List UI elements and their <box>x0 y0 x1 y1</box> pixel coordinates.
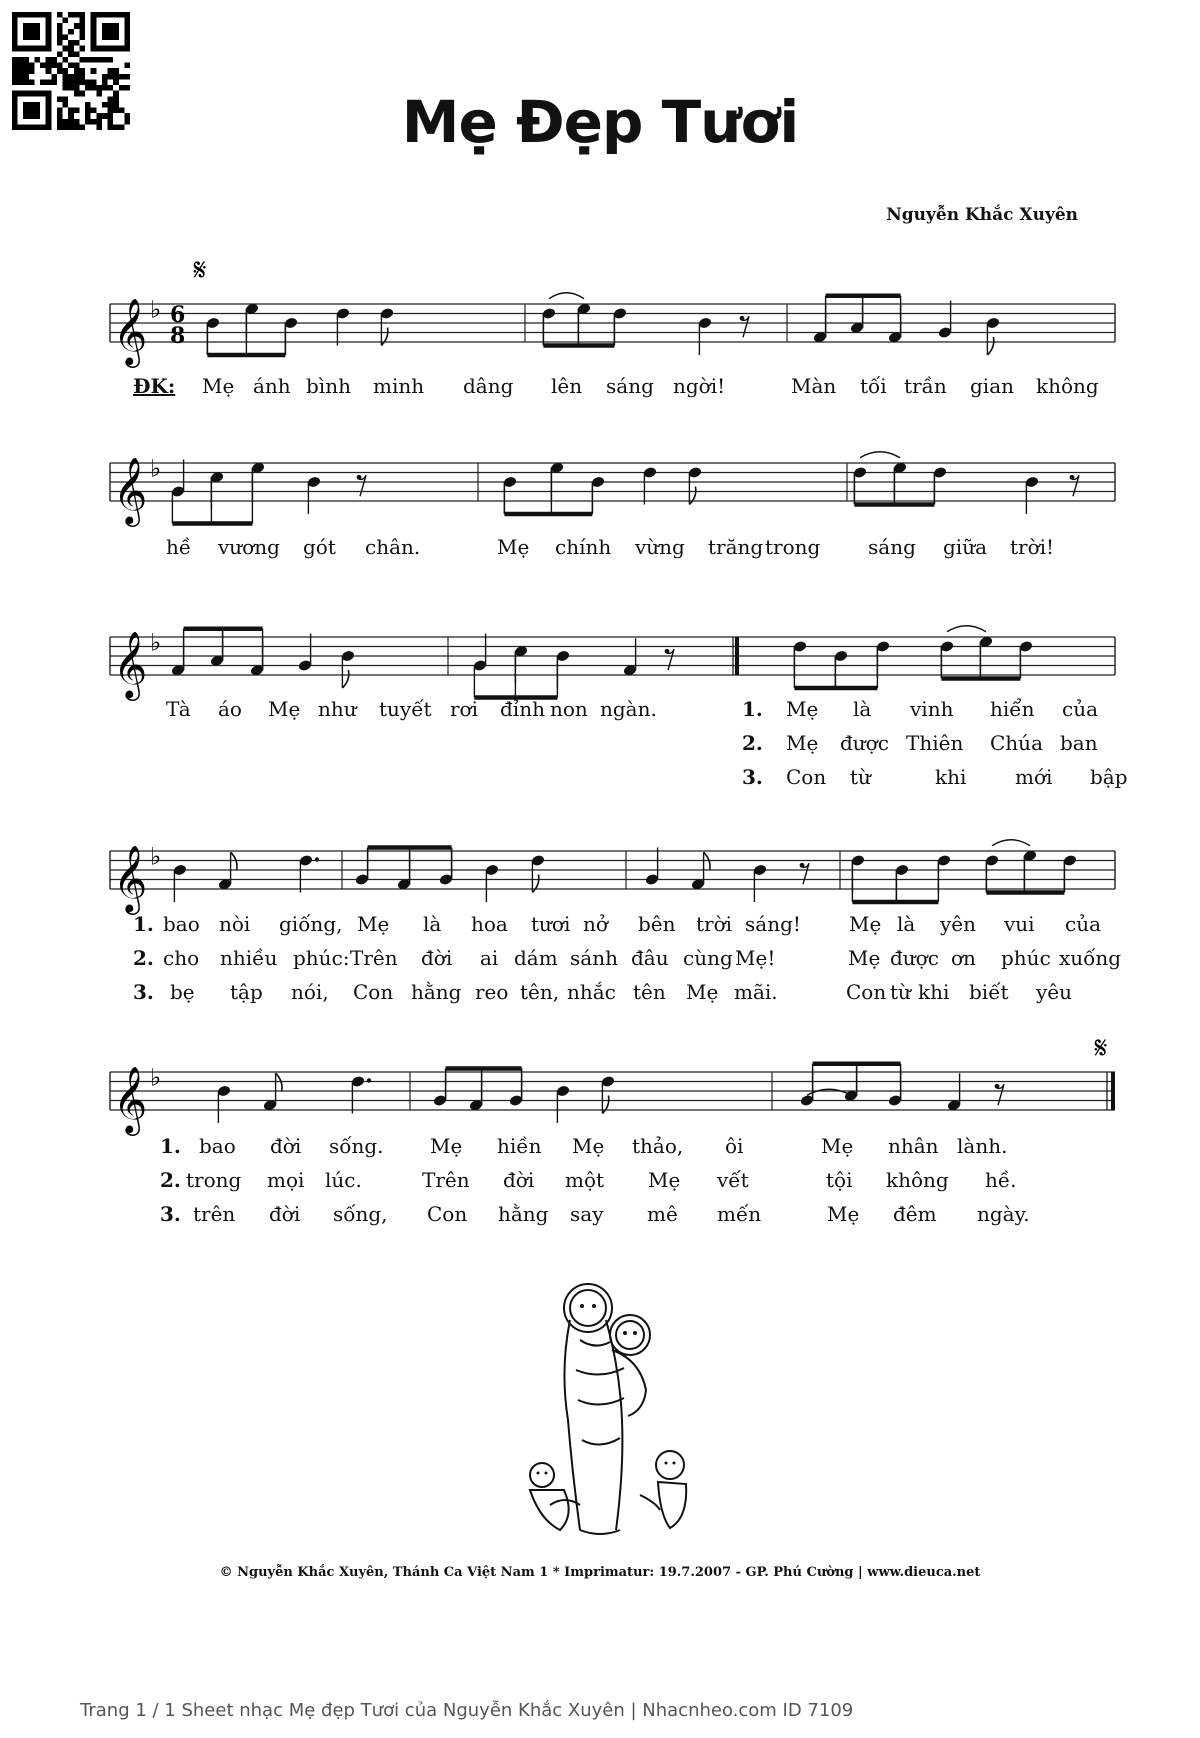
lyric-syllable: Mẹ! <box>735 946 776 970</box>
lyric-syllable: đời <box>270 1134 302 1158</box>
lyric-syllable: trong <box>765 535 821 559</box>
lyric-syllable: chính <box>555 535 612 559</box>
lyric-syllable: Tà <box>166 697 191 721</box>
lyric-syllable: trăng <box>708 535 764 559</box>
lyric-syllable: 1. <box>742 697 763 721</box>
composer-name: Nguyễn Khắc Xuyên <box>886 205 1078 225</box>
lyric-syllable: ngàn. <box>600 697 657 721</box>
lyric-syllable: trong <box>186 1168 242 1192</box>
lyric-syllable: phúc: <box>293 946 350 970</box>
lyric-syllable: lên <box>551 374 583 398</box>
lyric-syllable: 3. <box>160 1202 181 1226</box>
lyric-syllable: thảo, <box>632 1134 684 1158</box>
lyric-syllable: Mẹ <box>686 980 719 1004</box>
lyric-syllable: xuống <box>1059 946 1122 970</box>
lyric-syllable: đời <box>269 1202 301 1226</box>
lyric-syllable: tập <box>230 980 263 1004</box>
lyric-syllable: tối <box>860 374 887 398</box>
lyric-syllable: bẹ <box>170 980 195 1004</box>
lyric-syllable: 2. <box>133 946 154 970</box>
lyric-syllable: Chúa <box>990 731 1043 755</box>
lyric-syllable: ban <box>1060 731 1098 755</box>
lyric-syllable: rơi <box>450 697 478 721</box>
lyric-syllable: dám <box>514 946 558 970</box>
treble-clef: 𝄞 <box>113 630 148 698</box>
lyric-syllable: Mẹ <box>572 1134 605 1158</box>
lyric-syllable: tuyết <box>379 697 432 721</box>
lyric-syllable: Con <box>846 980 887 1004</box>
lyric-syllable: gót <box>303 535 336 559</box>
lyric-syllable: trời <box>696 912 733 936</box>
lyric-syllable: nhắc <box>567 980 616 1004</box>
lyric-syllable: Màn <box>791 374 837 398</box>
lyric-syllable: lành. <box>957 1134 1008 1158</box>
lyric-syllable: vương <box>218 535 280 559</box>
lyric-syllable: áo <box>218 697 242 721</box>
lyric-syllable: tên, <box>520 980 560 1004</box>
lyric-syllable: Trên <box>422 1168 470 1192</box>
lyric-syllable: Mẹ <box>848 946 881 970</box>
lyric-syllable: vừng <box>635 535 685 559</box>
lyric-syllable: từ <box>850 765 871 789</box>
lyric-syllable: ánh <box>253 374 291 398</box>
lyric-syllable: sánh <box>570 946 618 970</box>
lyric-syllable: trần <box>904 374 947 398</box>
lyric-syllable: say <box>570 1202 604 1226</box>
lyric-syllable: Con <box>427 1202 468 1226</box>
segno-sign: 𝄋 <box>193 253 207 288</box>
lyric-syllable: Mẹ <box>648 1168 681 1192</box>
lyric-syllable: hiền <box>497 1134 542 1158</box>
lyric-syllable: 1. <box>160 1134 181 1158</box>
lyric-syllable: nở <box>583 912 608 936</box>
lyric-syllable: Mẹ <box>786 697 819 721</box>
lyric-syllable: non <box>550 697 588 721</box>
lyric-syllable: Mẹ <box>497 535 530 559</box>
lyric-syllable: khi <box>918 980 950 1004</box>
lyric-syllable: sống. <box>329 1134 384 1158</box>
lyric-syllable: không <box>1036 374 1099 398</box>
page-footer: Trang 1 / 1 Sheet nhạc Mẹ đẹp Tươi của Nguyễn Khắc Xuyên | Nhacnheo.com ID 7109 <box>80 1700 854 1721</box>
lyric-syllable: nòi <box>219 912 251 936</box>
lyric-syllable: sáng <box>606 374 654 398</box>
lyric-syllable: đỉnh <box>500 697 545 721</box>
lyric-syllable: giống, <box>279 912 343 936</box>
lyric-syllable: 2. <box>160 1168 181 1192</box>
lyric-syllable: từ <box>890 980 911 1004</box>
lyric-syllable: bập <box>1090 765 1128 789</box>
lyric-syllable: Con <box>786 765 827 789</box>
key-signature-flat: ♭ <box>150 295 162 324</box>
lyric-syllable: sáng <box>868 535 916 559</box>
lyric-syllable: mê <box>647 1202 678 1226</box>
lyric-syllable: vui <box>1004 912 1035 936</box>
lyric-syllable: cho <box>163 946 200 970</box>
lyric-syllable: Mẹ <box>202 374 235 398</box>
lyric-syllable: ngời! <box>673 374 726 398</box>
lyric-syllable: vết <box>717 1168 749 1192</box>
lyric-syllable: là <box>853 697 872 721</box>
lyric-syllable: 3. <box>742 765 763 789</box>
key-signature-flat: ♭ <box>150 842 162 871</box>
lyric-syllable: của <box>1062 697 1099 721</box>
lyric-syllable: tên <box>633 980 666 1004</box>
lyric-syllable: đời <box>503 1168 535 1192</box>
lyric-syllable: được <box>890 946 939 970</box>
lyric-syllable: biết <box>969 980 1009 1004</box>
lyric-syllable: là <box>897 912 916 936</box>
lyric-syllable: ôi <box>725 1134 744 1158</box>
lyric-syllable: sáng! <box>745 912 801 936</box>
lyric-syllable: nói, <box>291 980 329 1004</box>
lyric-syllable: trên <box>193 1202 236 1226</box>
lyric-syllable: mới <box>1015 765 1053 789</box>
lyric-syllable: nhiều <box>220 946 278 970</box>
lyric-syllable: Mẹ <box>827 1202 860 1226</box>
lyric-syllable: là <box>423 912 442 936</box>
madonna-illustration <box>520 1280 700 1545</box>
lyric-syllable: Mẹ <box>430 1134 463 1158</box>
treble-clef: 𝄞 <box>113 297 148 365</box>
lyric-syllable: tội <box>826 1168 853 1192</box>
lyric-syllable: hiển <box>990 697 1035 721</box>
treble-clef: 𝄞 <box>113 456 148 524</box>
lyric-syllable: hằng <box>411 980 462 1004</box>
key-signature-flat: ♭ <box>150 628 162 657</box>
lyric-syllable: reo <box>475 980 509 1004</box>
lyric-syllable: Mẹ <box>357 912 390 936</box>
lyric-syllable: bao <box>163 912 200 936</box>
lyric-syllable: giữa <box>943 535 988 559</box>
lyric-syllable: mến <box>717 1202 762 1226</box>
lyric-syllable: Mẹ <box>821 1134 854 1158</box>
lyric-syllable: hằng <box>498 1202 549 1226</box>
lyric-syllable: đêm <box>893 1202 937 1226</box>
lyric-syllable: Con <box>353 980 394 1004</box>
lyric-syllable: mọi <box>267 1168 305 1192</box>
lyric-syllable: bên <box>638 912 676 936</box>
lyric-syllable: Mẹ <box>849 912 882 936</box>
lyric-syllable: Trên <box>350 946 398 970</box>
lyric-syllable: vinh <box>910 697 954 721</box>
lyric-syllable: tươi <box>531 912 571 936</box>
lyric-syllable: Thiên <box>906 731 964 755</box>
lyric-syllable: ngày. <box>977 1202 1030 1226</box>
lyric-syllable: gian <box>970 374 1015 398</box>
time-signature-numerator: 6 <box>170 302 186 328</box>
lyric-syllable: đời <box>421 946 453 970</box>
lyric-syllable: hề. <box>985 1168 1017 1192</box>
lyric-syllable: hoa <box>471 912 508 936</box>
lyric-syllable: được <box>840 731 889 755</box>
copyright-line: © Nguyễn Khắc Xuyên, Thánh Ca Việt Nam 1 * Imprimatur: 19.7.2007 - GP. Phú Cường | www.dieuca.net <box>219 1565 981 1580</box>
treble-clef: 𝄞 <box>113 1065 148 1133</box>
lyric-syllable: ĐK: <box>133 374 176 398</box>
lyric-syllable: lúc. <box>325 1168 362 1192</box>
lyric-syllable: trời! <box>1010 535 1055 559</box>
lyric-syllable: sống, <box>333 1202 388 1226</box>
key-signature-flat: ♭ <box>150 454 162 483</box>
lyric-syllable: đâu <box>631 946 669 970</box>
lyric-syllable: ơn <box>951 946 976 970</box>
lyric-syllable: Mẹ <box>268 697 301 721</box>
lyric-syllable: của <box>1065 912 1102 936</box>
segno-sign: 𝄋 <box>1094 1031 1108 1066</box>
lyric-syllable: Mẹ <box>786 731 819 755</box>
lyric-syllable: không <box>886 1168 949 1192</box>
lyric-syllable: yêu <box>1036 980 1073 1004</box>
lyric-syllable: minh <box>373 374 425 398</box>
lyric-syllable: bình <box>306 374 351 398</box>
lyric-syllable: nhân <box>888 1134 939 1158</box>
lyric-syllable: như <box>318 697 357 721</box>
treble-clef: 𝄞 <box>113 844 148 912</box>
lyric-syllable: ai <box>480 946 499 970</box>
lyric-syllable: dâng <box>463 374 514 398</box>
lyric-syllable: yên <box>940 912 977 936</box>
lyric-syllable: một <box>565 1168 605 1192</box>
lyric-syllable: bao <box>199 1134 236 1158</box>
lyric-syllable: 2. <box>742 731 763 755</box>
key-signature-flat: ♭ <box>150 1063 162 1092</box>
lyric-syllable: cùng <box>683 946 733 970</box>
lyric-syllable: hề <box>166 535 192 559</box>
time-signature-denominator: 8 <box>170 323 186 349</box>
lyric-syllable: khi <box>935 765 967 789</box>
lyric-syllable: 3. <box>133 980 154 1004</box>
lyric-syllable: 1. <box>133 912 154 936</box>
song-title: Mẹ Đẹp Tươi <box>401 88 799 156</box>
lyric-syllable: phúc <box>1001 946 1051 970</box>
lyric-syllable: mãi. <box>734 980 778 1004</box>
lyric-syllable: chân. <box>365 535 421 559</box>
